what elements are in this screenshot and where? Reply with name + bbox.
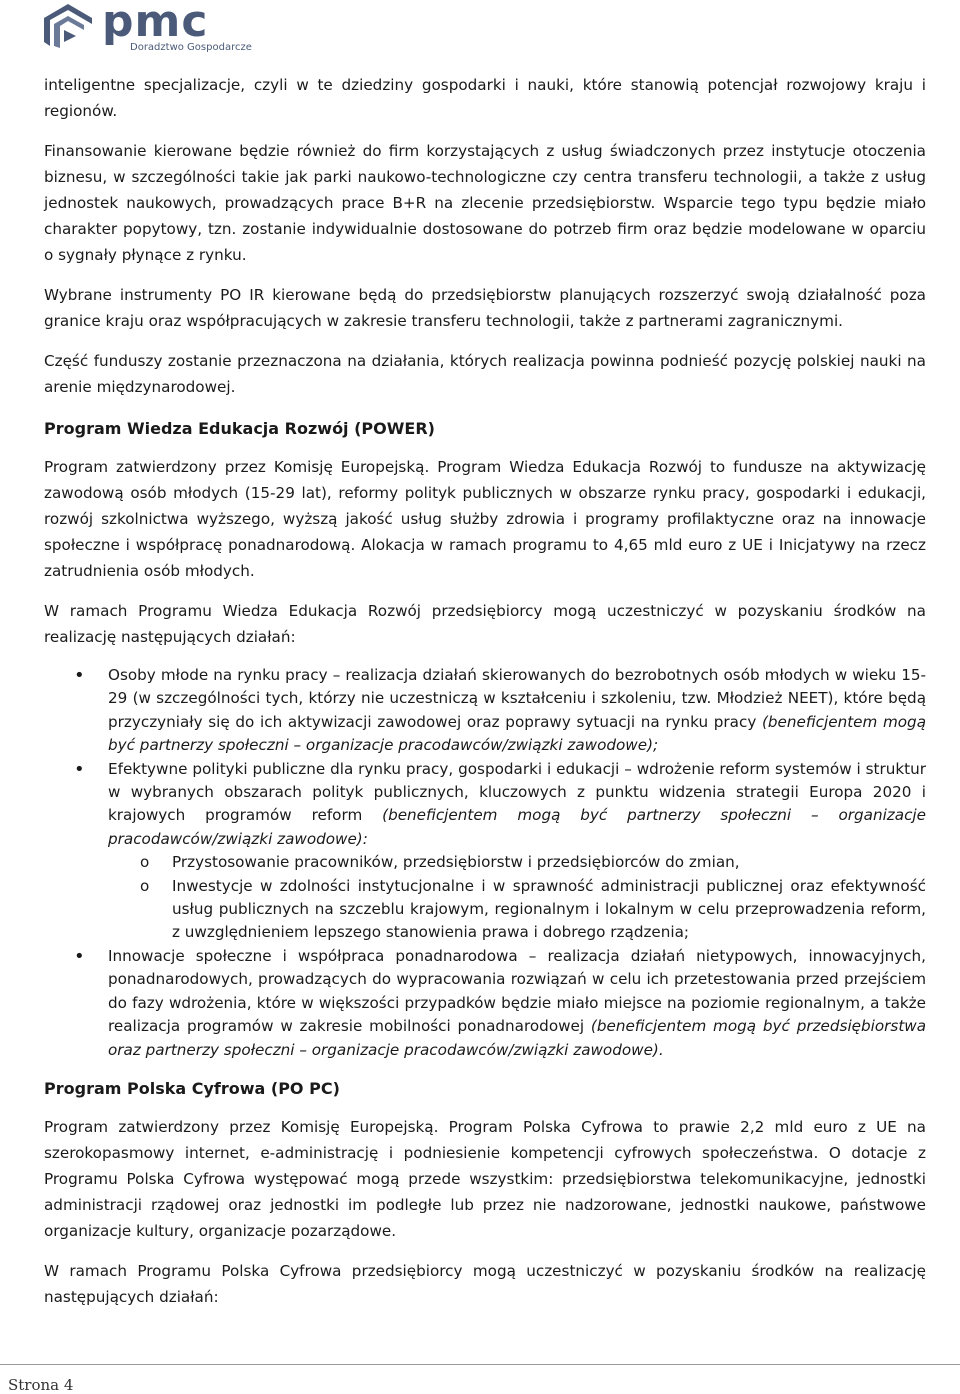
paragraph-financing: Finansowanie kierowane będzie również do firm korzystających z usług świadczonych przez instytucje otoczenia biznesu, w szczególności takie jak parki naukowo-technologiczne czy centra transferu technologii, a także z usług jednostek naukowych, prowadzących prace B+R na zlecenie przedsiębiorstw. Wsparcie tego typu będzie miało charakter popytowy, tzn. zostanie indywidualnie dostosowane do potrzeb firm oraz będzie modelowane w oparciu o sygnały płynące z rynku. xyxy=(44,142,926,264)
paragraph-popc-intro: Program zatwierdzony przez Komisję Europejską. Program Polska Cyfrowa to prawie 2,2 mld euro z UE na szerokopasmowy internet, e-administrację i podniesienie kompetencji cyfrowych społeczeństwa. O dotacje z Programu Polska Cyfrowa występować mogą przede wszystkim: przedsiębiorstwa telekomunikacyjne, jednostki administracji rządowej oraz jednostki im podległe lub przez nie nadzorowane, jednostki naukowe, państwowe organizacje kultury, organizacje pozarządowe. xyxy=(44,1117,926,1240)
power-actions-list xyxy=(44,664,926,1062)
paragraph-power-lead: W ramach Programu Wiedza Edukacja Rozwój przedsiębiorcy mogą uczestniczyć w pozyskaniu środków na realizację następujących działań: xyxy=(44,602,926,646)
company-logo xyxy=(40,2,260,56)
heading-popc: Program Polska Cyfrowa (PO PC) xyxy=(44,1078,340,1098)
sub-list xyxy=(108,851,926,945)
paragraph-instruments: Wybrane instrumenty PO IR kierowane będą do przedsiębiorstw planujących rozszerzyć swoją działalność poza granice kraju oraz współpracujących w zakresie transferu technologii, także z partnerami zagranicznymi. xyxy=(44,286,926,330)
paragraph-intro: inteligentne specjalizacje, czyli w te dziedziny gospodarki i nauki, które stanowią potencjał rozwojowy kraju i regionów. xyxy=(44,76,926,120)
paragraph-popc-lead: W ramach Programu Polska Cyfrowa przedsiębiorcy mogą uczestniczyć w pozyskaniu środków na realizację następujących działań: xyxy=(44,1261,926,1306)
document-body xyxy=(44,72,926,1324)
footer-divider xyxy=(0,1364,960,1365)
list-item: • Osoby młode na rynku pracy – realizacja działań skierowanych do bezrobotnych osób młodych w wieku 15-29 (w szczególności tych, którzy nie uczestniczą w kształceniu i szkoleniu, tzw. Młodzież NEET), które będą przyczyniały się do ich aktywizacji zawodowej oraz poprawy sytuacji na rynku pracy (beneficjentem mogą być partnerzy społeczni – organizacje pracodawców/związki zawodowe); xyxy=(44,664,926,758)
logo-subtitle: Doradztwo Gospodarcze xyxy=(130,42,252,53)
sub-list-item: o Przystosowanie pracowników, przedsiębiorstw i przedsiębiorców do zmian, xyxy=(108,851,926,874)
page-number: Strona 4 xyxy=(8,1376,74,1394)
list-item: • Innowacje społeczne i współpraca ponadnarodowa – realizacja działań nietypowych, innowacyjnych, ponadnarodowych, prowadzących do wypracowania rozwiązań w celu ich przetestowania przed przejściem do fazy wdrożenia, które w większości przypadków będzie miało miejsce na poziomie regionalnym, a także realizacja programów w zakresie mobilności ponadnarodowej (beneficjentem mogą być przedsiębiorstwa oraz partnerzy społeczni – organizacje pracodawców/związki zawodowe). xyxy=(44,945,926,1062)
logo-mark-icon xyxy=(40,2,100,56)
paragraph-science: Część funduszy zostanie przeznaczona na działania, których realizacja powinna podnieść pozycję polskiej nauki na arenie międzynarodowej. xyxy=(44,352,926,396)
paragraph-power-intro: Program zatwierdzony przez Komisję Europejską. Program Wiedza Edukacja Rozwój to fundusze na aktywizację zawodową osób młodych (15-29 lat), reformy polityk publicznych w obszarze rynku pracy, gospodarki i edukacji, rozwój szkolnictwa wyższego, wyższą jakość usług służby zdrowia i programy profilaktyczne oraz na innowacje społeczne i współpracę ponadnarodową. Alokacja w ramach programu to 4,65 mld euro z UE i Inicjatywy na rzecz zatrudnienia osób młodych. xyxy=(44,458,926,580)
logo-wordmark: pmc xyxy=(102,0,209,47)
heading-power: Program Wiedza Edukacja Rozwój (POWER) xyxy=(44,419,435,438)
list-item: • Efektywne polityki publiczne dla rynku pracy, gospodarki i edukacji – wdrożenie reform systemów i struktur w wybranych obszarach polityk publicznych, kluczowych z punktu widzenia strategii Europa 2020 i krajowych programów reform (beneficjentem mogą być partnerzy społeczni – organizacje pracodawców/związki zawodowe): o Przystosowanie pracowników, przedsiębiorstw i przedsiębiorców do zmian, o Inwestycje w zdolności instytucjonalne i w sprawność administracji publicznej oraz efektywność usług publicznych na szczeblu krajowym, regionalnym i lokalnym w celu przeprowadzenia reform, z uwzględnieniem lepszego stanowienia prawa i dobrego rządzenia; xyxy=(44,758,926,945)
sub-list-item: o Inwestycje w zdolności instytucjonalne i w sprawność administracji publicznej oraz efektywność usług publicznych na szczeblu krajowym, regionalnym i lokalnym w celu przeprowadzenia reform, z uwzględnieniem lepszego stanowienia prawa i dobrego rządzenia; xyxy=(108,875,926,945)
